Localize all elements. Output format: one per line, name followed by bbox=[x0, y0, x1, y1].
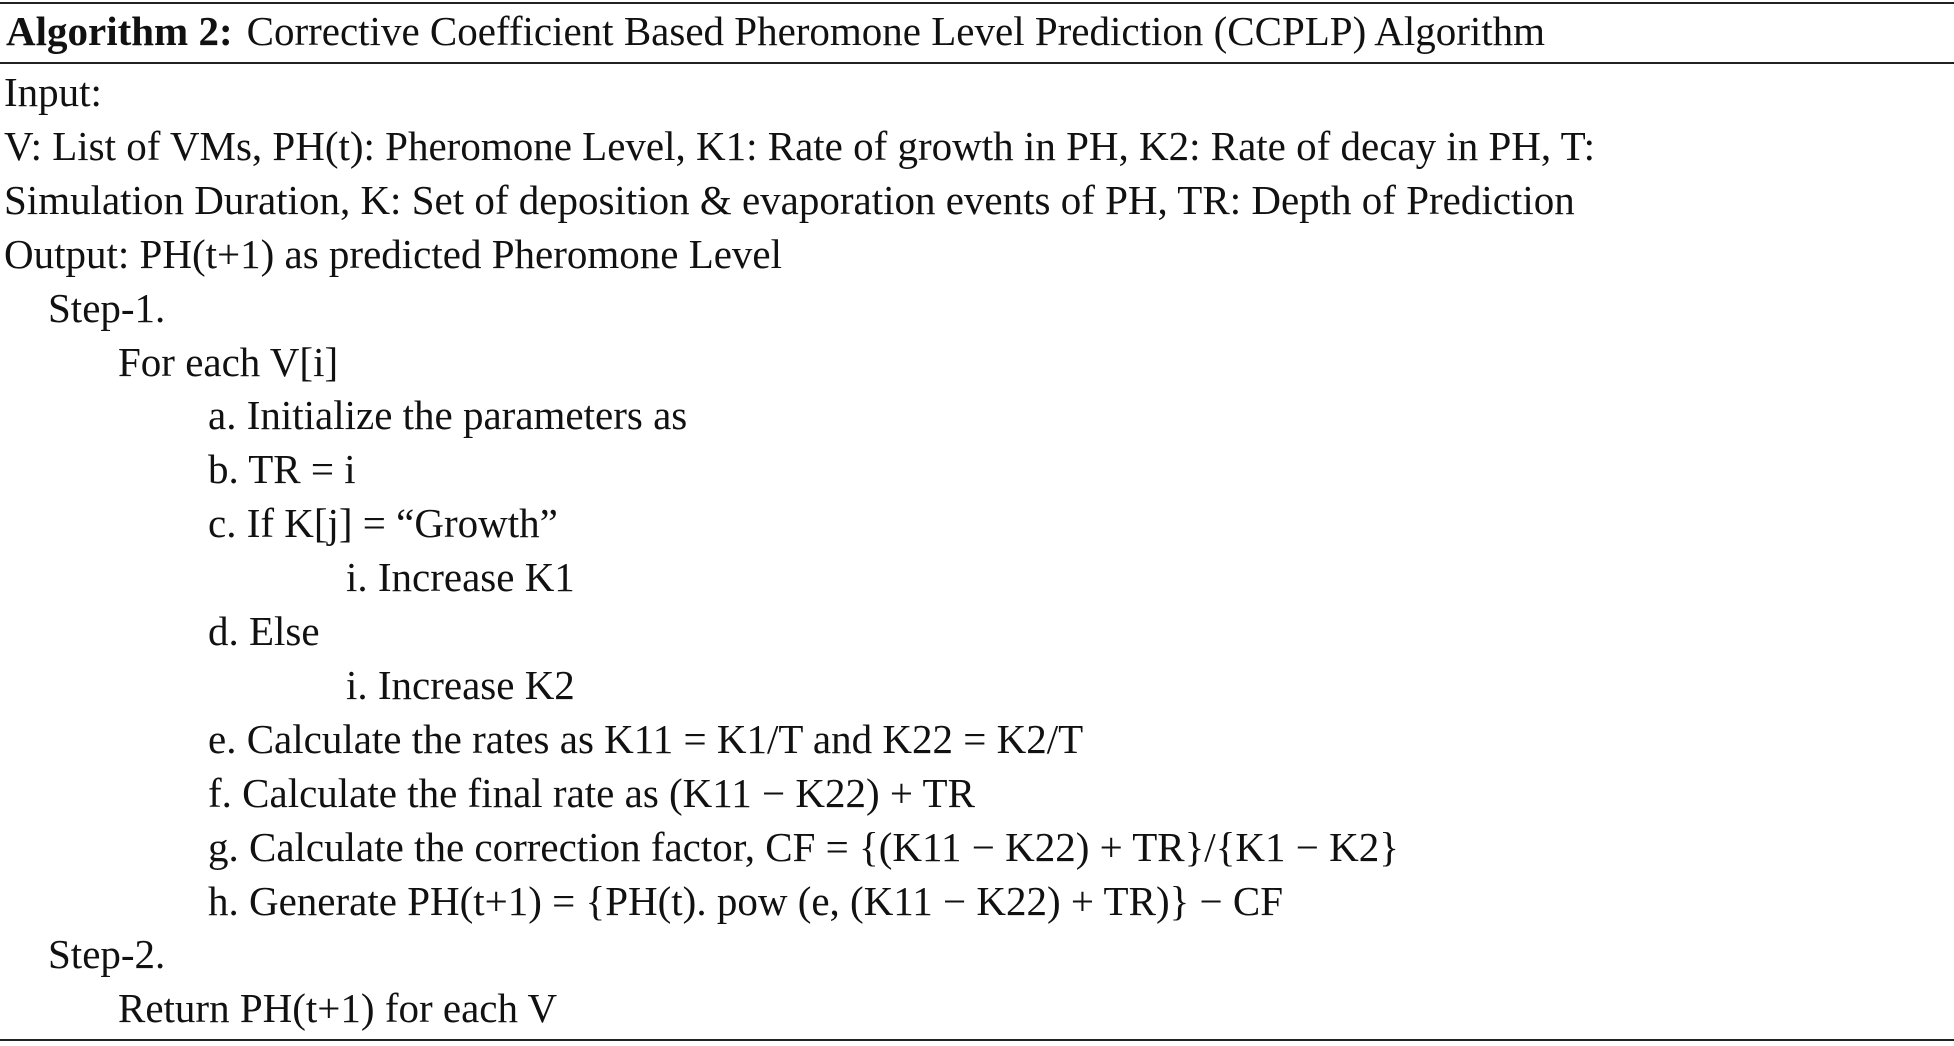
line-step-b: b. TR = i bbox=[208, 446, 356, 493]
line-step-d: d. Else bbox=[208, 608, 320, 654]
caption-rule bbox=[0, 62, 1954, 64]
bottom-rule bbox=[0, 1039, 1954, 1041]
line-step-a: a. Initialize the parameters as bbox=[208, 392, 688, 439]
algorithm-number: Algorithm 2: bbox=[6, 8, 233, 54]
line-input-label: Input: bbox=[4, 69, 102, 115]
line-step-g: g. Calculate the correction factor, CF = {(K11 − K22) + TR}/{K1 − K2} bbox=[208, 823, 1399, 870]
line-input-spec-2: Simulation Duration, K: Set of deposition & evaporation events of PH, TR: Depth of Prediction bbox=[4, 176, 1575, 223]
algorithm-title: Corrective Coefficient Based Pheromone Level Prediction (CCPLP) Algorithm bbox=[246, 8, 1546, 54]
line-step-d-i: i. Increase K2 bbox=[346, 661, 575, 708]
line-step-c-i: i. Increase K1 bbox=[346, 554, 575, 601]
line-for-each-vm: For each V[i] bbox=[118, 338, 339, 385]
line-input-spec-1: V: List of VMs, PH(t): Pheromone Level, K1: Rate of growth in PH, K2: Rate of decay in PH, T: bbox=[4, 122, 1596, 169]
line-output-spec: Output: PH(t+1) as predicted Pheromone Level bbox=[4, 230, 783, 277]
line-step-e: e. Calculate the rates as K11 = K1/T and K22 = K2/T bbox=[208, 715, 1084, 762]
line-step-1: Step-1. bbox=[48, 284, 166, 331]
line-return-statement: Return PH(t+1) for each V bbox=[118, 985, 558, 1032]
line-step-c: c. If K[j] = “Growth” bbox=[208, 500, 558, 547]
line-step-f: f. Calculate the final rate as (K11 − K22) + TR bbox=[208, 769, 975, 816]
line-step-2: Step-2. bbox=[48, 931, 166, 978]
algorithm-caption bbox=[6, 0, 1545, 62]
line-step-h: h. Generate PH(t+1) = {PH(t). pow (e, (K11 − K22) + TR)} − CF bbox=[208, 877, 1284, 924]
